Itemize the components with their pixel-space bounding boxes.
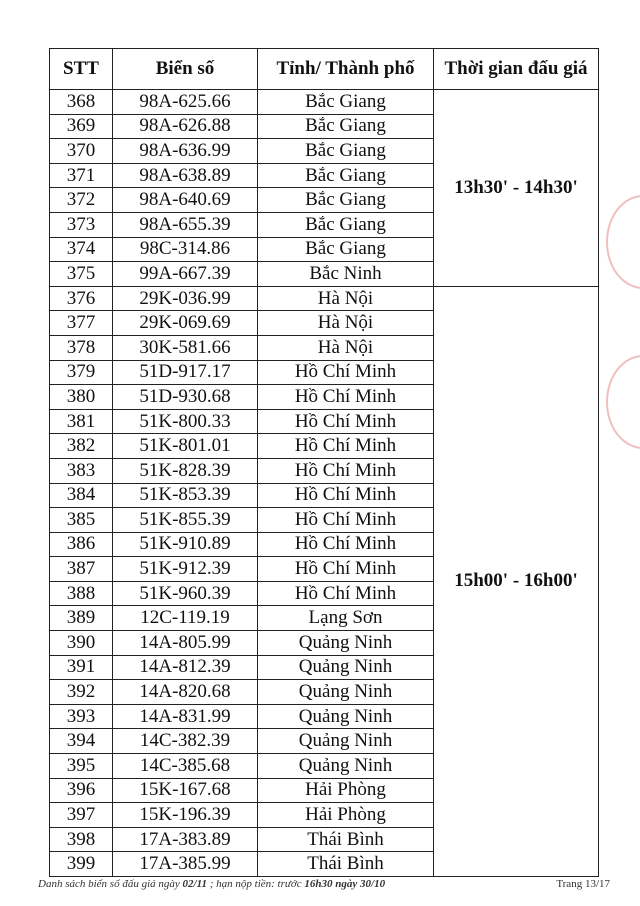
cell-stt: 388: [50, 581, 113, 606]
cell-province: Quảng Ninh: [258, 631, 434, 656]
cell-stt: 368: [50, 90, 113, 115]
table-body: [50, 90, 599, 877]
cell-plate: 51K-828.39: [113, 458, 258, 483]
cell-stt: 371: [50, 163, 113, 188]
cell-province: Hồ Chí Minh: [258, 385, 434, 410]
cell-province: Hải Phòng: [258, 778, 434, 803]
cell-province: Hồ Chí Minh: [258, 360, 434, 385]
cell-plate: 14C-385.68: [113, 754, 258, 779]
cell-province: Hải Phòng: [258, 803, 434, 828]
cell-province: Hồ Chí Minh: [258, 581, 434, 606]
cell-province: Lạng Sơn: [258, 606, 434, 631]
cell-plate: 30K-581.66: [113, 335, 258, 360]
cell-province: Bắc Giang: [258, 114, 434, 139]
cell-province: Hồ Chí Minh: [258, 434, 434, 459]
seal-stamp-middle: [606, 355, 640, 449]
cell-plate: 98A-640.69: [113, 188, 258, 213]
cell-plate: 14C-382.39: [113, 729, 258, 754]
cell-stt: 382: [50, 434, 113, 459]
cell-stt: 378: [50, 335, 113, 360]
cell-stt: 381: [50, 409, 113, 434]
plate-table: [49, 48, 599, 877]
cell-province: Bắc Giang: [258, 139, 434, 164]
cell-province: Quảng Ninh: [258, 754, 434, 779]
table-header-row: [50, 49, 599, 90]
cell-stt: 370: [50, 139, 113, 164]
cell-plate: 51D-930.68: [113, 385, 258, 410]
cell-province: Hà Nội: [258, 311, 434, 336]
cell-plate: 51D-917.17: [113, 360, 258, 385]
cell-auction-time: 15h00' - 16h00': [434, 286, 599, 876]
cell-plate: 29K-036.99: [113, 286, 258, 311]
cell-plate: 14A-820.68: [113, 680, 258, 705]
cell-stt: 395: [50, 754, 113, 779]
cell-stt: 375: [50, 262, 113, 287]
cell-province: Hồ Chí Minh: [258, 483, 434, 508]
cell-plate: 51K-912.39: [113, 557, 258, 582]
cell-stt: 389: [50, 606, 113, 631]
cell-province: Thái Bình: [258, 827, 434, 852]
cell-province: Hồ Chí Minh: [258, 458, 434, 483]
cell-province: Quảng Ninh: [258, 655, 434, 680]
cell-stt: 386: [50, 532, 113, 557]
cell-province: Quảng Ninh: [258, 704, 434, 729]
cell-province: Quảng Ninh: [258, 680, 434, 705]
cell-plate: 17A-385.99: [113, 852, 258, 877]
cell-province: Bắc Giang: [258, 90, 434, 115]
cell-stt: 399: [50, 852, 113, 877]
cell-stt: 374: [50, 237, 113, 262]
seal-stamp-top: [606, 195, 640, 289]
cell-plate: 51K-800.33: [113, 409, 258, 434]
cell-stt: 397: [50, 803, 113, 828]
cell-plate: 12C-119.19: [113, 606, 258, 631]
cell-stt: 384: [50, 483, 113, 508]
cell-plate: 29K-069.69: [113, 311, 258, 336]
header-province: Tỉnh/ Thành phố: [258, 49, 434, 90]
cell-province: Bắc Giang: [258, 212, 434, 237]
cell-plate: 14A-812.39: [113, 655, 258, 680]
cell-plate: 15K-196.39: [113, 803, 258, 828]
footer-note-prefix: Danh sách biển số đấu giá ngày: [38, 878, 183, 890]
cell-province: Hà Nội: [258, 335, 434, 360]
cell-province: Hồ Chí Minh: [258, 409, 434, 434]
cell-plate: 51K-910.89: [113, 532, 258, 557]
cell-plate: 17A-383.89: [113, 827, 258, 852]
cell-province: Hồ Chí Minh: [258, 557, 434, 582]
cell-stt: 373: [50, 212, 113, 237]
cell-plate: 14A-831.99: [113, 704, 258, 729]
table-row: [50, 286, 599, 311]
footer-deadline: 16h30 ngày 30/10: [304, 878, 386, 890]
cell-plate: 98A-636.99: [113, 139, 258, 164]
cell-province: Bắc Giang: [258, 163, 434, 188]
cell-province: Hồ Chí Minh: [258, 508, 434, 533]
cell-stt: 391: [50, 655, 113, 680]
cell-province: Thái Bình: [258, 852, 434, 877]
page-number: Trang 13/17: [556, 878, 610, 890]
cell-plate: 51K-801.01: [113, 434, 258, 459]
cell-stt: 390: [50, 631, 113, 656]
cell-plate: 51K-855.39: [113, 508, 258, 533]
cell-plate: 98A-625.66: [113, 90, 258, 115]
cell-stt: 372: [50, 188, 113, 213]
cell-province: Bắc Giang: [258, 188, 434, 213]
cell-province: Bắc Giang: [258, 237, 434, 262]
cell-plate: 98A-638.89: [113, 163, 258, 188]
footer-note-middle: ; hạn nộp tiền: trước: [206, 878, 305, 890]
cell-province: Hồ Chí Minh: [258, 532, 434, 557]
cell-stt: 383: [50, 458, 113, 483]
cell-stt: 376: [50, 286, 113, 311]
cell-plate: 15K-167.68: [113, 778, 258, 803]
cell-province: Bắc Ninh: [258, 262, 434, 287]
cell-stt: 396: [50, 778, 113, 803]
cell-plate: 98C-314.86: [113, 237, 258, 262]
cell-stt: 392: [50, 680, 113, 705]
cell-stt: 393: [50, 704, 113, 729]
cell-stt: 398: [50, 827, 113, 852]
cell-plate: 98A-655.39: [113, 212, 258, 237]
cell-stt: 379: [50, 360, 113, 385]
cell-stt: 394: [50, 729, 113, 754]
cell-stt: 377: [50, 311, 113, 336]
cell-plate: 51K-853.39: [113, 483, 258, 508]
cell-plate: 51K-960.39: [113, 581, 258, 606]
cell-stt: 380: [50, 385, 113, 410]
footer-note: [38, 878, 385, 890]
cell-stt: 369: [50, 114, 113, 139]
table-row: [50, 90, 599, 115]
cell-stt: 385: [50, 508, 113, 533]
cell-stt: 387: [50, 557, 113, 582]
cell-province: Quảng Ninh: [258, 729, 434, 754]
header-stt: STT: [50, 49, 113, 90]
header-auction-time: Thời gian đấu giá: [434, 49, 599, 90]
cell-auction-time: 13h30' - 14h30': [434, 90, 599, 287]
header-plate: Biển số: [113, 49, 258, 90]
cell-plate: 99A-667.39: [113, 262, 258, 287]
cell-province: Hà Nội: [258, 286, 434, 311]
cell-plate: 98A-626.88: [113, 114, 258, 139]
footer-auction-date: 02/11: [182, 878, 207, 890]
cell-plate: 14A-805.99: [113, 631, 258, 656]
